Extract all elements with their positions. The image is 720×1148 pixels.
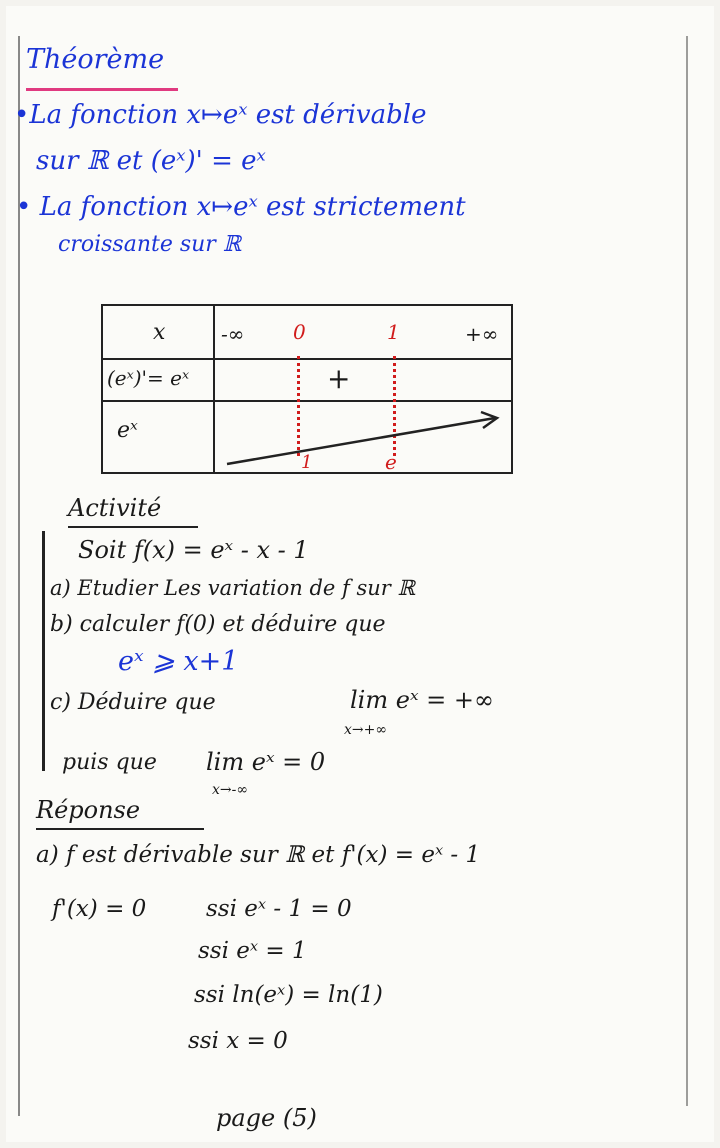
activity-limit-plus-infinity-sub: x→+∞ xyxy=(344,722,388,738)
response-derivative-zero: f'(x) = 0 xyxy=(52,896,147,922)
activity-inequality: eˣ ⩾ x+1 xyxy=(118,646,239,677)
theorem-title-underline xyxy=(26,88,178,91)
increasing-arrow xyxy=(101,304,513,474)
table-x-one: 1 xyxy=(387,320,400,344)
table-x-plus-infinity: +∞ xyxy=(465,322,499,346)
table-function-label: eˣ xyxy=(117,418,138,443)
notebook-page xyxy=(6,6,714,1142)
table-value-at-one: e xyxy=(385,450,397,474)
activity-limit-minus-infinity-sub: x→-∞ xyxy=(212,782,249,798)
activity-title-underline xyxy=(68,526,198,528)
table-x-minus-infinity: -∞ xyxy=(221,322,245,346)
table-sign: + xyxy=(327,362,351,395)
response-a: a) f est dérivable sur ℝ et f'(x) = eˣ - 1 xyxy=(36,842,481,868)
activity-question-c: c) Déduire que xyxy=(50,690,216,715)
theorem-line-4: croissante sur ℝ xyxy=(58,232,242,257)
activity-puis-que: puis que xyxy=(62,750,157,775)
table-x-zero: 0 xyxy=(293,320,306,344)
variation-table xyxy=(101,304,513,474)
activity-question-a: a) Etudier Les variation de f sur ℝ xyxy=(50,576,415,600)
table-value-at-zero: 1 xyxy=(301,452,313,473)
activity-bracket xyxy=(42,531,45,771)
response-step-4: ssi x = 0 xyxy=(188,1028,288,1054)
activity-question-b: b) calculer f(0) et déduire que xyxy=(50,612,386,637)
response-step-2: ssi eˣ = 1 xyxy=(198,938,307,964)
table-derivative-label: (eˣ)'= eˣ xyxy=(107,366,190,390)
right-margin-line xyxy=(686,36,688,1106)
response-title-underline xyxy=(36,828,204,830)
table-x-label: x xyxy=(153,320,166,345)
activity-limit-minus-infinity: lim eˣ = 0 xyxy=(206,748,326,776)
activity-definition: Soit f(x) = eˣ - x - 1 xyxy=(78,536,309,564)
response-title: Réponse xyxy=(36,796,141,824)
theorem-line-2: sur ℝ et (eˣ)' = eˣ xyxy=(36,146,266,176)
theorem-line-1: •La fonction x↦eˣ est dérivable xyxy=(14,100,427,130)
theorem-title: Théorème xyxy=(26,44,165,75)
activity-limit-plus-infinity: lim eˣ = +∞ xyxy=(350,686,494,714)
response-step-3: ssi ln(eˣ) = ln(1) xyxy=(194,982,383,1008)
response-step-1: ssi eˣ - 1 = 0 xyxy=(206,896,352,922)
theorem-line-3: • La fonction x↦eˣ est strictement xyxy=(16,192,466,222)
activity-title: Activité xyxy=(68,494,162,522)
page-number: page (5) xyxy=(216,1104,317,1132)
